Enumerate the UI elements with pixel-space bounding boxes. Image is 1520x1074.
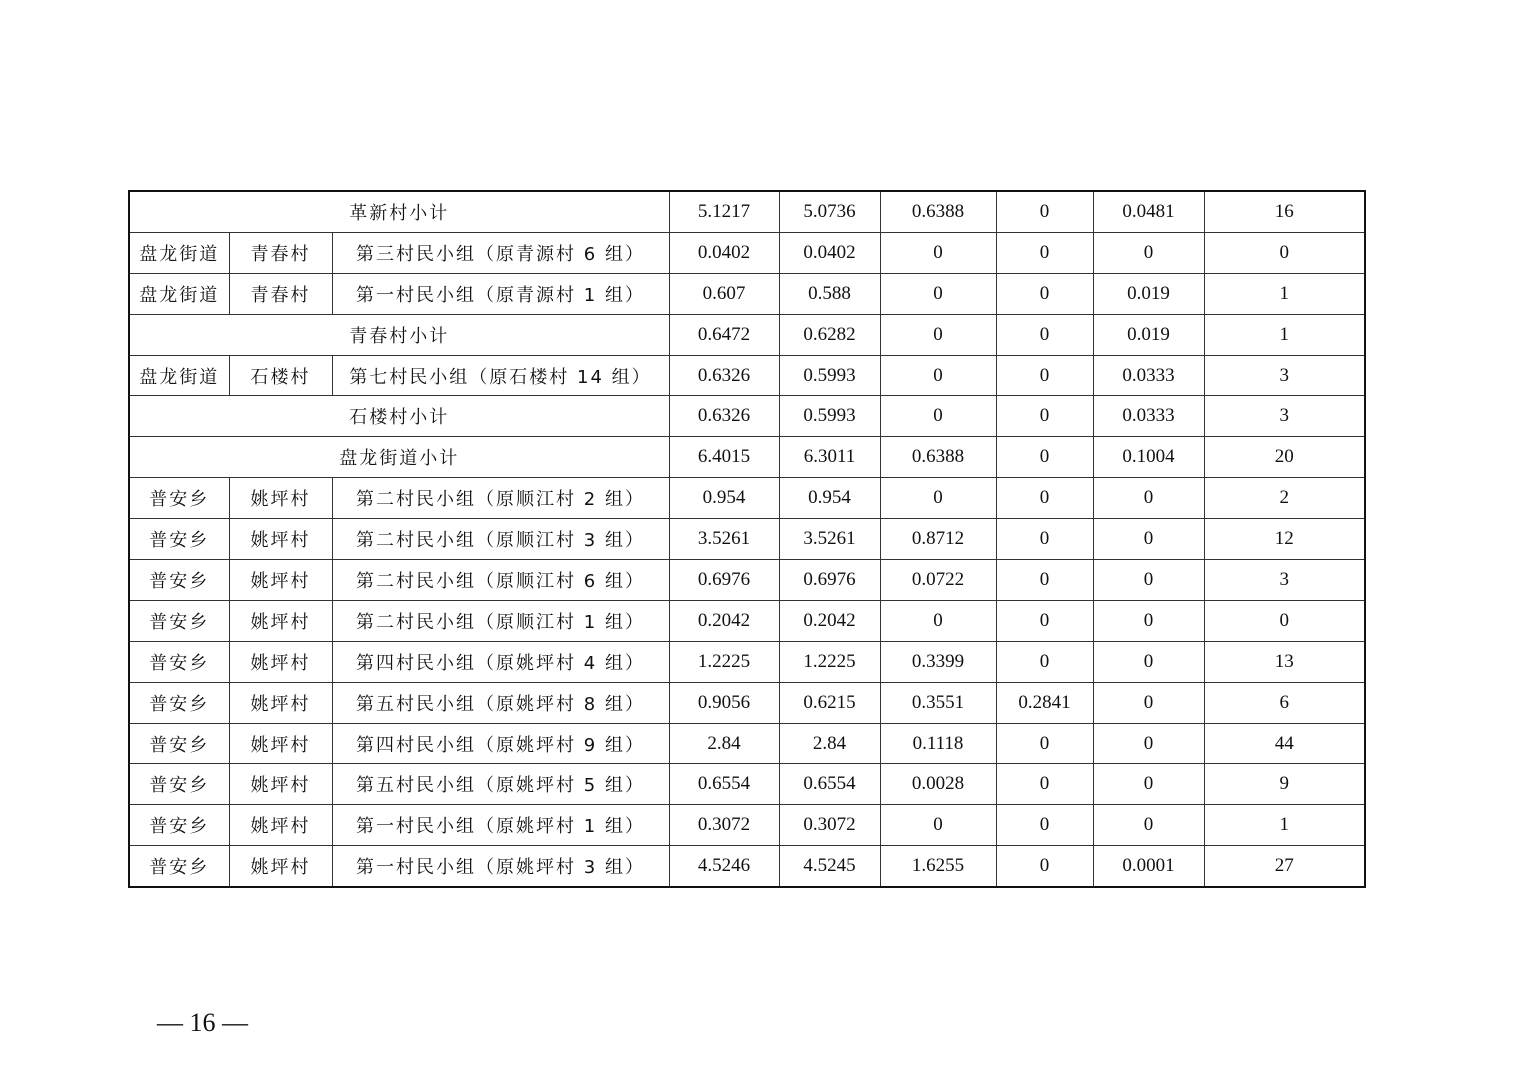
value-col-5: 0 bbox=[1093, 641, 1204, 682]
value-col-2: 0.5993 bbox=[779, 396, 880, 437]
subtotal-row bbox=[129, 191, 1365, 232]
table-row bbox=[129, 560, 1365, 601]
value-col-4: 0 bbox=[996, 560, 1093, 601]
group-cell: 第五村民小组（原姚坪村 8 组） bbox=[332, 682, 669, 723]
value-col-3: 0 bbox=[880, 396, 996, 437]
value-col-1: 5.1217 bbox=[669, 191, 779, 232]
value-col-6: 6 bbox=[1204, 682, 1365, 723]
value-col-3: 0 bbox=[880, 232, 996, 273]
value-col-3: 0 bbox=[880, 355, 996, 396]
table-row bbox=[129, 846, 1365, 887]
town-cell: 普安乡 bbox=[129, 723, 229, 764]
value-col-2: 5.0736 bbox=[779, 191, 880, 232]
table-row bbox=[129, 355, 1365, 396]
value-col-6: 27 bbox=[1204, 846, 1365, 887]
subtotal-label: 盘龙街道小计 bbox=[129, 437, 669, 478]
value-col-5: 0 bbox=[1093, 764, 1204, 805]
value-col-6: 1 bbox=[1204, 805, 1365, 846]
value-col-5: 0 bbox=[1093, 478, 1204, 519]
value-col-6: 3 bbox=[1204, 396, 1365, 437]
value-col-4: 0 bbox=[996, 478, 1093, 519]
town-cell: 普安乡 bbox=[129, 478, 229, 519]
value-col-6: 3 bbox=[1204, 355, 1365, 396]
value-col-1: 1.2225 bbox=[669, 641, 779, 682]
value-col-6: 0 bbox=[1204, 232, 1365, 273]
value-col-4: 0.2841 bbox=[996, 682, 1093, 723]
value-col-5: 0 bbox=[1093, 560, 1204, 601]
value-col-3: 0.0722 bbox=[880, 560, 996, 601]
value-col-1: 0.6472 bbox=[669, 314, 779, 355]
value-col-5: 0 bbox=[1093, 232, 1204, 273]
village-cell: 姚坪村 bbox=[229, 805, 332, 846]
table-row bbox=[129, 682, 1365, 723]
table-body bbox=[129, 191, 1365, 887]
village-cell: 姚坪村 bbox=[229, 519, 332, 560]
table-row bbox=[129, 519, 1365, 560]
group-cell: 第四村民小组（原姚坪村 9 组） bbox=[332, 723, 669, 764]
group-cell: 第三村民小组（原青源村 6 组） bbox=[332, 232, 669, 273]
town-cell: 普安乡 bbox=[129, 560, 229, 601]
value-col-4: 0 bbox=[996, 723, 1093, 764]
table-row bbox=[129, 764, 1365, 805]
value-col-3: 0 bbox=[880, 805, 996, 846]
value-col-2: 1.2225 bbox=[779, 641, 880, 682]
table-row bbox=[129, 232, 1365, 273]
value-col-2: 2.84 bbox=[779, 723, 880, 764]
value-col-2: 0.0402 bbox=[779, 232, 880, 273]
value-col-1: 0.3072 bbox=[669, 805, 779, 846]
value-col-4: 0 bbox=[996, 232, 1093, 273]
value-col-5: 0.019 bbox=[1093, 273, 1204, 314]
town-cell: 普安乡 bbox=[129, 682, 229, 723]
value-col-6: 3 bbox=[1204, 560, 1365, 601]
subtotal-label: 石楼村小计 bbox=[129, 396, 669, 437]
value-col-5: 0.0333 bbox=[1093, 355, 1204, 396]
value-col-4: 0 bbox=[996, 314, 1093, 355]
value-col-4: 0 bbox=[996, 805, 1093, 846]
value-col-5: 0 bbox=[1093, 805, 1204, 846]
value-col-4: 0 bbox=[996, 519, 1093, 560]
value-col-6: 1 bbox=[1204, 314, 1365, 355]
group-cell: 第二村民小组（原顺江村 2 组） bbox=[332, 478, 669, 519]
value-col-2: 0.588 bbox=[779, 273, 880, 314]
group-cell: 第七村民小组（原石楼村 14 组） bbox=[332, 355, 669, 396]
value-col-5: 0 bbox=[1093, 723, 1204, 764]
table-row bbox=[129, 805, 1365, 846]
value-col-1: 2.84 bbox=[669, 723, 779, 764]
value-col-5: 0 bbox=[1093, 682, 1204, 723]
value-col-3: 0.0028 bbox=[880, 764, 996, 805]
value-col-4: 0 bbox=[996, 600, 1093, 641]
value-col-1: 0.2042 bbox=[669, 600, 779, 641]
subtotal-row bbox=[129, 314, 1365, 355]
town-cell: 普安乡 bbox=[129, 600, 229, 641]
value-col-3: 0.1118 bbox=[880, 723, 996, 764]
value-col-2: 3.5261 bbox=[779, 519, 880, 560]
village-cell: 青春村 bbox=[229, 232, 332, 273]
value-col-1: 0.9056 bbox=[669, 682, 779, 723]
subtotal-label: 青春村小计 bbox=[129, 314, 669, 355]
village-cell: 青春村 bbox=[229, 273, 332, 314]
value-col-4: 0 bbox=[996, 437, 1093, 478]
town-cell: 普安乡 bbox=[129, 641, 229, 682]
value-col-6: 12 bbox=[1204, 519, 1365, 560]
value-col-5: 0 bbox=[1093, 600, 1204, 641]
group-cell: 第二村民小组（原顺江村 1 组） bbox=[332, 600, 669, 641]
town-cell: 普安乡 bbox=[129, 519, 229, 560]
town-cell: 盘龙街道 bbox=[129, 355, 229, 396]
page-number: — 16 — bbox=[157, 1008, 248, 1037]
village-cell: 姚坪村 bbox=[229, 560, 332, 601]
value-col-2: 0.6554 bbox=[779, 764, 880, 805]
value-col-1: 0.607 bbox=[669, 273, 779, 314]
table-row bbox=[129, 723, 1365, 764]
group-cell: 第一村民小组（原姚坪村 1 组） bbox=[332, 805, 669, 846]
value-col-1: 0.954 bbox=[669, 478, 779, 519]
value-col-2: 4.5245 bbox=[779, 846, 880, 887]
table-row bbox=[129, 273, 1365, 314]
village-cell: 姚坪村 bbox=[229, 764, 332, 805]
village-cell: 石楼村 bbox=[229, 355, 332, 396]
village-cell: 姚坪村 bbox=[229, 600, 332, 641]
value-col-6: 16 bbox=[1204, 191, 1365, 232]
value-col-3: 1.6255 bbox=[880, 846, 996, 887]
value-col-1: 0.6976 bbox=[669, 560, 779, 601]
table-row bbox=[129, 600, 1365, 641]
value-col-6: 9 bbox=[1204, 764, 1365, 805]
value-col-4: 0 bbox=[996, 355, 1093, 396]
value-col-1: 0.0402 bbox=[669, 232, 779, 273]
value-col-4: 0 bbox=[996, 191, 1093, 232]
value-col-6: 2 bbox=[1204, 478, 1365, 519]
value-col-2: 0.6282 bbox=[779, 314, 880, 355]
value-col-1: 4.5246 bbox=[669, 846, 779, 887]
value-col-2: 0.3072 bbox=[779, 805, 880, 846]
village-cell: 姚坪村 bbox=[229, 723, 332, 764]
value-col-6: 13 bbox=[1204, 641, 1365, 682]
group-cell: 第一村民小组（原姚坪村 3 组） bbox=[332, 846, 669, 887]
value-col-3: 0 bbox=[880, 478, 996, 519]
village-cell: 姚坪村 bbox=[229, 682, 332, 723]
town-cell: 盘龙街道 bbox=[129, 273, 229, 314]
value-col-4: 0 bbox=[996, 396, 1093, 437]
value-col-3: 0.6388 bbox=[880, 437, 996, 478]
value-col-3: 0.8712 bbox=[880, 519, 996, 560]
village-cell: 姚坪村 bbox=[229, 846, 332, 887]
value-col-5: 0.019 bbox=[1093, 314, 1204, 355]
value-col-3: 0 bbox=[880, 600, 996, 641]
group-cell: 第一村民小组（原青源村 1 组） bbox=[332, 273, 669, 314]
value-col-2: 0.6215 bbox=[779, 682, 880, 723]
value-col-3: 0.3399 bbox=[880, 641, 996, 682]
value-col-2: 0.954 bbox=[779, 478, 880, 519]
value-col-1: 6.4015 bbox=[669, 437, 779, 478]
group-cell: 第四村民小组（原姚坪村 4 组） bbox=[332, 641, 669, 682]
value-col-2: 0.5993 bbox=[779, 355, 880, 396]
value-col-4: 0 bbox=[996, 273, 1093, 314]
value-col-6: 1 bbox=[1204, 273, 1365, 314]
value-col-2: 0.6976 bbox=[779, 560, 880, 601]
data-table bbox=[128, 190, 1366, 888]
group-cell: 第五村民小组（原姚坪村 5 组） bbox=[332, 764, 669, 805]
village-cell: 姚坪村 bbox=[229, 641, 332, 682]
value-col-3: 0 bbox=[880, 273, 996, 314]
value-col-5: 0.1004 bbox=[1093, 437, 1204, 478]
value-col-1: 0.6326 bbox=[669, 396, 779, 437]
value-col-5: 0.0481 bbox=[1093, 191, 1204, 232]
group-cell: 第二村民小组（原顺江村 3 组） bbox=[332, 519, 669, 560]
value-col-2: 6.3011 bbox=[779, 437, 880, 478]
value-col-4: 0 bbox=[996, 846, 1093, 887]
value-col-6: 20 bbox=[1204, 437, 1365, 478]
value-col-6: 44 bbox=[1204, 723, 1365, 764]
value-col-5: 0 bbox=[1093, 519, 1204, 560]
subtotal-label: 革新村小计 bbox=[129, 191, 669, 232]
value-col-1: 3.5261 bbox=[669, 519, 779, 560]
value-col-1: 0.6554 bbox=[669, 764, 779, 805]
village-cell: 姚坪村 bbox=[229, 478, 332, 519]
value-col-3: 0.3551 bbox=[880, 682, 996, 723]
value-col-4: 0 bbox=[996, 641, 1093, 682]
value-col-3: 0.6388 bbox=[880, 191, 996, 232]
value-col-5: 0.0333 bbox=[1093, 396, 1204, 437]
value-col-3: 0 bbox=[880, 314, 996, 355]
table-row bbox=[129, 641, 1365, 682]
town-cell: 普安乡 bbox=[129, 846, 229, 887]
town-cell: 普安乡 bbox=[129, 764, 229, 805]
town-cell: 普安乡 bbox=[129, 805, 229, 846]
town-cell: 盘龙街道 bbox=[129, 232, 229, 273]
value-col-6: 0 bbox=[1204, 600, 1365, 641]
value-col-5: 0.0001 bbox=[1093, 846, 1204, 887]
subtotal-row bbox=[129, 396, 1365, 437]
value-col-1: 0.6326 bbox=[669, 355, 779, 396]
value-col-2: 0.2042 bbox=[779, 600, 880, 641]
group-cell: 第二村民小组（原顺江村 6 组） bbox=[332, 560, 669, 601]
subtotal-row bbox=[129, 437, 1365, 478]
value-col-4: 0 bbox=[996, 764, 1093, 805]
table-row bbox=[129, 478, 1365, 519]
